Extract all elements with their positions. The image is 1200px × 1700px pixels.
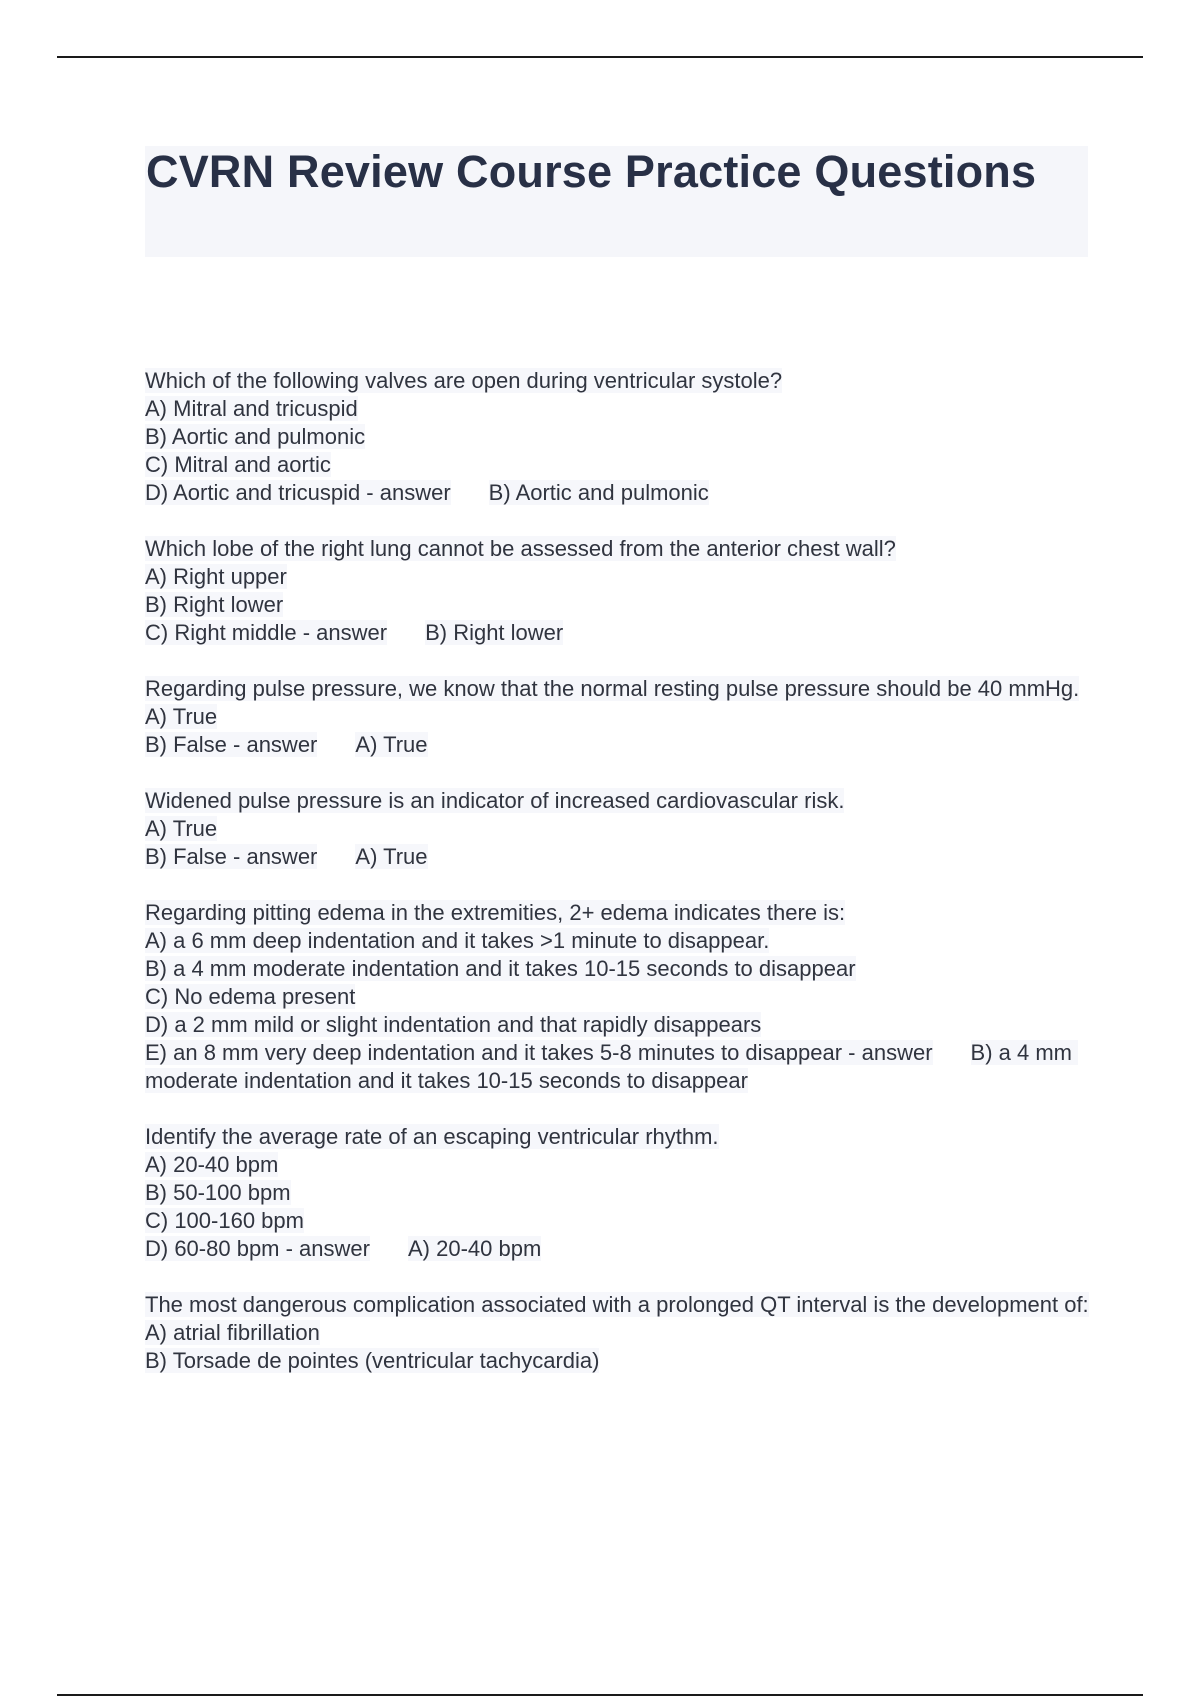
last-option: D) 60-80 bpm - answer [145, 1236, 370, 1261]
answer-text: B) a 4 mm moderate indentation and it takes 10-15 seconds to disappear [145, 1040, 1079, 1093]
question-item [145, 675, 1095, 759]
question-answer-line [145, 843, 1095, 871]
question-option: A) atrial fibrillation [145, 1320, 320, 1345]
question-answer-line [145, 731, 1095, 759]
answer-text: B) Right lower [425, 620, 564, 645]
question-option: C) No edema present [145, 984, 356, 1009]
last-option: C) Right middle - answer [145, 620, 388, 645]
last-option: B) False - answer [145, 732, 318, 757]
question-answer-line [145, 1235, 1095, 1263]
answer-text: A) True [355, 844, 428, 869]
answer-text: A) True [355, 732, 428, 757]
question-option: B) 50-100 bpm [145, 1180, 291, 1205]
question-item [145, 1123, 1095, 1263]
question-item [145, 899, 1095, 1095]
question-option: B) a 4 mm moderate indentation and it takes 10-15 seconds to disappear [145, 956, 856, 981]
last-option: B) False - answer [145, 844, 318, 869]
question-item [145, 535, 1095, 647]
question-prompt: Which lobe of the right lung cannot be assessed from the anterior chest wall? [145, 536, 896, 561]
question-prompt: Regarding pitting edema in the extremities, 2+ edema indicates there is: [145, 900, 846, 925]
question-item [145, 787, 1095, 871]
question-item [145, 367, 1095, 507]
question-option: A) a 6 mm deep indentation and it takes >1 minute to disappear. [145, 928, 770, 953]
question-answer-line [145, 479, 1095, 507]
question-list [145, 367, 1095, 1403]
question-item [145, 1291, 1095, 1375]
question-option: B) Right lower [145, 592, 284, 617]
question-prompt: Which of the following valves are open during ventricular systole? [145, 368, 783, 393]
question-option: D) a 2 mm mild or slight indentation and that rapidly disappears [145, 1012, 762, 1037]
question-option: A) 20-40 bpm [145, 1152, 279, 1177]
question-option: A) Mitral and tricuspid [145, 396, 358, 421]
question-option: B) Torsade de pointes (ventricular tachycardia) [145, 1348, 600, 1373]
question-option: A) True [145, 816, 218, 841]
bottom-rule [57, 1694, 1143, 1696]
question-option: C) 100-160 bpm [145, 1208, 304, 1233]
top-rule [57, 56, 1143, 58]
last-option: D) Aortic and tricuspid - answer [145, 480, 451, 505]
question-prompt: The most dangerous complication associated with a prolonged QT interval is the development of: [145, 1292, 1089, 1317]
question-prompt: Identify the average rate of an escaping ventricular rhythm. [145, 1124, 719, 1149]
question-option: A) True [145, 704, 218, 729]
last-option: E) an 8 mm very deep indentation and it takes 5-8 minutes to disappear - answer [145, 1040, 933, 1065]
question-answer-line [145, 1039, 1095, 1095]
question-answer-line [145, 619, 1095, 647]
question-option: B) Aortic and pulmonic [145, 424, 366, 449]
question-option: A) Right upper [145, 564, 287, 589]
question-prompt: Widened pulse pressure is an indicator of increased cardiovascular risk. [145, 788, 845, 813]
page-title: CVRN Review Course Practice Questions [146, 146, 1037, 197]
answer-text: A) 20-40 bpm [407, 1236, 542, 1261]
answer-text: B) Aortic and pulmonic [488, 480, 709, 505]
question-prompt: Regarding pulse pressure, we know that the normal resting pulse pressure should be 40 mmHg. [145, 676, 1080, 701]
question-option: C) Mitral and aortic [145, 452, 331, 477]
